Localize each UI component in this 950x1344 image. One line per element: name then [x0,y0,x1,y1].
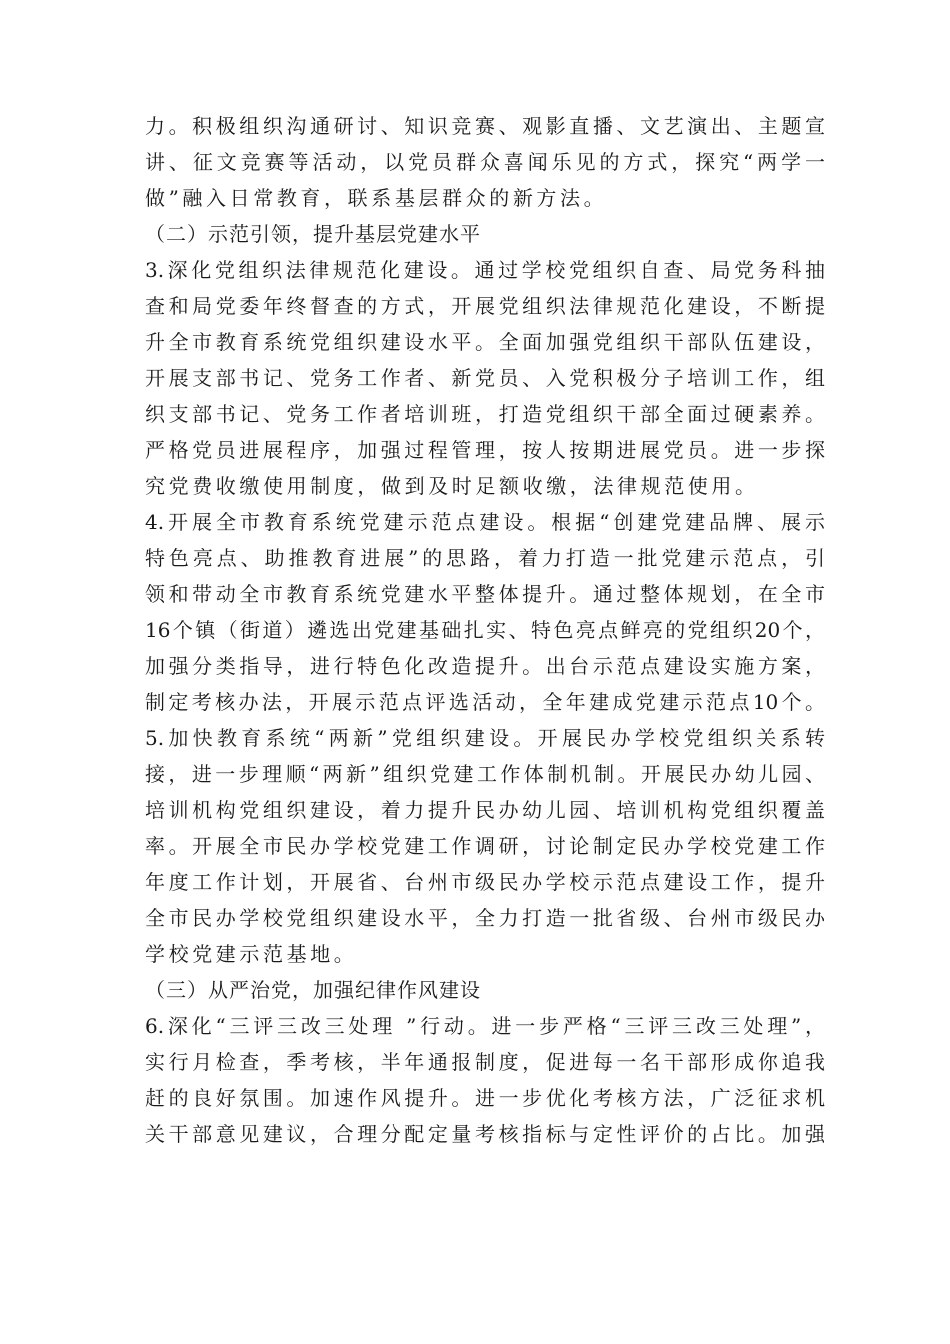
text-line: 开展支部书记、党务工作者、新党员、入党积极分子培训工作，组 [145,366,825,390]
section-heading: （三）从严治党，加强纪律作风建设 [145,978,481,1002]
text-line: 特色亮点、助推教育进展”的思路，着力打造一批党建示范点，引 [145,546,825,570]
text-line: 3.深化党组织法律规范化建设。通过学校党组织自查、局党务科抽 [145,258,825,282]
section-heading: （二）示范引领，提升基层党建水平 [145,222,481,246]
text-line: 学校党建示范基地。 [145,942,358,966]
text-line: 讲、征文竞赛等活动，以党员群众喜闻乐见的方式，探究“两学一 [145,150,825,174]
text-line: 升全市教育系统党组织建设水平。全面加强党组织干部队伍建设， [145,330,825,354]
text-line: 关干部意见建议，合理分配定量考核指标与定性评价的占比。加强 [145,1122,825,1146]
text-line: 制定考核办法，开展示范点评选活动，全年建成党建示范点10个。 [145,690,825,714]
text-line: 做”融入日常教育，联系基层群众的新方法。 [145,186,608,210]
text-line: 培训机构党组织建设，着力提升民办幼儿园、培训机构党组织覆盖 [145,798,825,822]
text-line: 率。开展全市民办学校党建工作调研，讨论制定民办学校党建工作 [145,834,825,858]
text-line: 严格党员进展程序，加强过程管理，按人按期进展党员。进一步探 [145,438,825,462]
text-line: 接，进一步理顺“两新”组织党建工作体制机制。开展民办幼儿园、 [145,762,825,786]
text-line: 实行月检查，季考核，半年通报制度，促进每一名干部形成你追我 [145,1050,825,1074]
text-line: 16个镇（街道）遴选出党建基础扎实、特色亮点鲜亮的党组织20个， [145,618,825,642]
text-line: 力。积极组织沟通研讨、知识竞赛、观影直播、文艺演出、主题宣 [145,114,825,138]
text-line: 织支部书记、党务工作者培训班，打造党组织干部全面过硬素养。 [145,402,825,426]
text-line: 全市民办学校党组织建设水平，全力打造一批省级、台州市级民办 [145,906,825,930]
text-line: 年度工作计划，开展省、台州市级民办学校示范点建设工作，提升 [145,870,825,894]
text-line: 加强分类指导，进行特色化改造提升。出台示范点建设实施方案， [145,654,825,678]
text-line: 6.深化“三评三改三处理 ”行动。进一步严格“三评三改三处理”， [145,1014,825,1038]
text-line: 查和局党委年终督查的方式，开展党组织法律规范化建设，不断提 [145,294,825,318]
text-line: 赶的良好氛围。加速作风提升。进一步优化考核方法，广泛征求机 [145,1086,825,1110]
text-line: 5.加快教育系统“两新”党组织建设。开展民办学校党组织关系转 [145,726,825,750]
text-line: 4.开展全市教育系统党建示范点建设。根据“创建党建品牌、展示 [145,510,825,534]
text-line: 究党费收缴使用制度，做到及时足额收缴，法律规范使用。 [145,474,759,498]
text-line: 领和带动全市教育系统党建水平整体提升。通过整体规划，在全市 [145,582,825,606]
